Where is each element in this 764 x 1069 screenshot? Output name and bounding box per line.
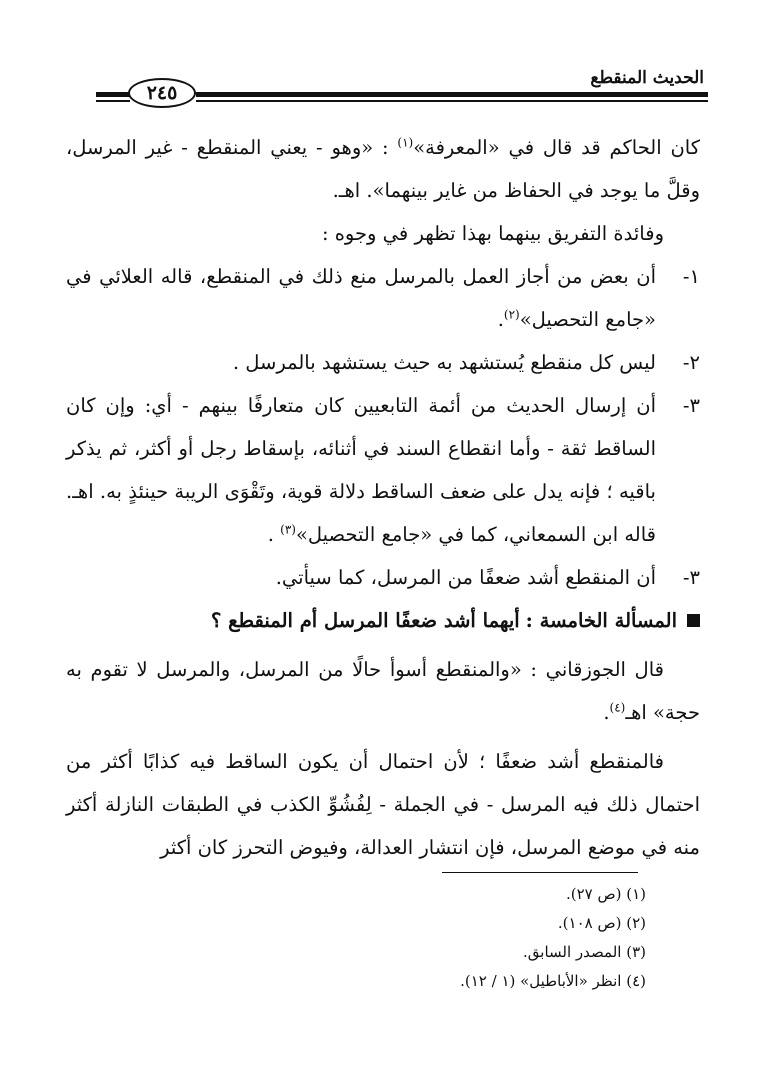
- footnote-ref[interactable]: (٣): [280, 522, 296, 537]
- list-item: ٢- ليس كل منقطع يُستشهد به حيث يستشهد بالمرسل .: [66, 341, 700, 384]
- header-rule-left-thick: [96, 92, 130, 97]
- footnote: (٤) انظر «الأباطيل» (١ / ١٢).: [460, 972, 646, 990]
- paragraph: قال الجوزقاني : «والمنقطع أسوأ حالًا من المرسل، والمرسل لا تقوم به حجة» اهـ$^{(٤)}$.: [66, 658, 700, 724]
- footnote-ref[interactable]: (٤): [609, 700, 626, 715]
- paragraph: كان الحاكم قد قال في «المعرفة»$^{(١)}$ : «وهو - يعني المنقطع - غير المرسل، وقلَّ ما يوجد في الحفاظ من غاير بينهما». اهـ.: [66, 135, 701, 202]
- header-rule-left-thin: [96, 100, 130, 102]
- paragraph: وفائدة التفريق بينهما بهذا تظهر في وجوه :: [321, 222, 664, 245]
- page-number: ٢٤٥: [128, 78, 196, 108]
- footnotes: [206, 880, 646, 996]
- list-item: ٣- أن المنقطع أشد ضعفًا من المرسل، كما سيأتي.: [66, 556, 700, 599]
- header-rule-thick: [196, 92, 708, 97]
- footnote: (١) (ص ٢٧).: [565, 885, 646, 903]
- list-number: ٣-: [682, 566, 700, 589]
- footnote-ref[interactable]: (٢): [503, 307, 520, 322]
- list-item: ٣- أن إرسال الحديث من أئمة التابعيين كان متعارفًا بينهم - أي: وإن كان الساقط ثقة - وأما انقطاع السند في أثنائه، بإسقاط رجل أو أكثر، ثم يذكر باقيه ؛ فإنه يدل على ضعف الساقط دلالة قوية، وتَقْوَى الريبة حينئذٍ به. اهـ. قاله ابن السمعاني، كما في «جامع التحصيل»$^{(٣)}$ .: [66, 384, 700, 556]
- footnote-separator: [442, 872, 638, 873]
- footnote-ref[interactable]: (١): [397, 135, 414, 150]
- list-number: ٢-: [682, 351, 700, 374]
- running-title: الحديث المنقطع: [590, 68, 704, 88]
- footnote: (٣) المصدر السابق.: [523, 943, 646, 961]
- header-rule-thin: [196, 100, 708, 102]
- list-item: ١- أن بعض من أجاز العمل بالمرسل منع ذلك في المنقطع، قاله العلائي في «جامع التحصيل»$^{(٢)}$.: [66, 255, 700, 341]
- section-title: أيهما أشد ضعفًا المرسل أم المنقطع ؟: [211, 609, 520, 632]
- list-number: ٣-: [682, 394, 700, 417]
- section-heading: [66, 599, 700, 642]
- paragraph: فالمنقطع أشد ضعفًا ؛ لأن احتمال أن يكون الساقط فيه كذابًا أكثر من احتمال ذلك فيه المرسل - في الجملة - لِفُشُوِّ الكذب في الطبقات النازلة أكثر منه في موضع المرسل، فإن انتشار العدالة، وفيوض التحرز كان أكثر: [66, 750, 700, 859]
- section-label: المسألة الخامسة :: [525, 609, 677, 632]
- main-text: [66, 126, 700, 869]
- footnote: (٢) (ص ١٠٨).: [557, 914, 646, 932]
- square-bullet-icon: [687, 614, 700, 627]
- list-number: ١-: [682, 265, 700, 288]
